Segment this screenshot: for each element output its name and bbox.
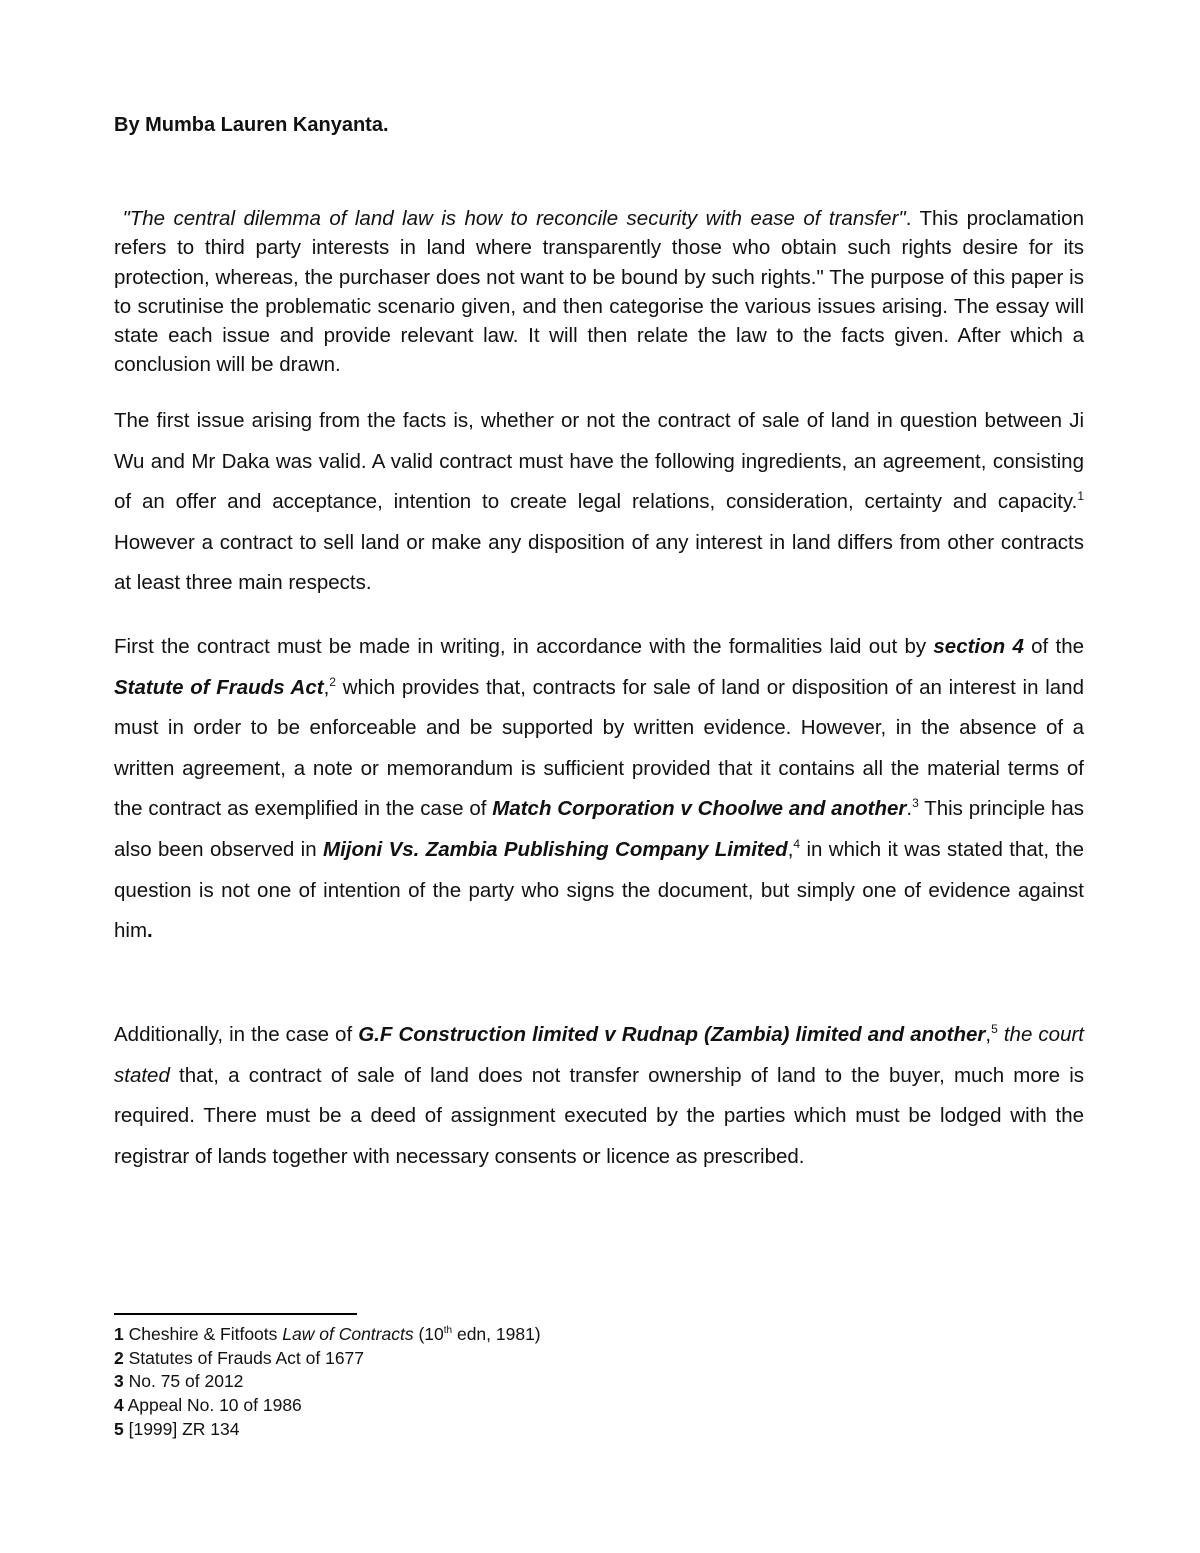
punctuation: , (323, 675, 330, 699)
footnote-ref-1[interactable]: 1 (1077, 489, 1084, 504)
statute-reference: Statute of Frauds Act (114, 675, 324, 699)
intro-paragraph (114, 204, 1084, 380)
footnote-ref-4[interactable]: 4 (793, 837, 801, 852)
footnote-1 (114, 1323, 541, 1347)
footnote-2 (114, 1347, 541, 1371)
footnote-number: 3 (114, 1371, 124, 1392)
footnote-text: Appeal No. 10 of 1986 (123, 1395, 302, 1416)
first-issue-paragraph (114, 401, 1084, 604)
additional-text: Additionally, in the case of (114, 1023, 359, 1046)
punctuation: , (787, 837, 794, 861)
additional-case-paragraph (114, 1015, 1084, 1177)
case-match-corporation: Match Corporation v Choolwe and another (492, 797, 907, 821)
writing-text: First the contract must be made in writing, in accordance with the formalities laid out by (114, 635, 934, 658)
footnote-text: Statutes of Frauds Act of 1677 (123, 1347, 365, 1368)
footnote-text: (10 (413, 1324, 444, 1344)
writing-requirement-paragraph (114, 627, 1084, 952)
intro-text: . This proclamation refers to third party interests in land where transparently those who obtain such rights desire for its protection, whereas, the purchaser does not want to be bound by such rights." The purpose of this paper is to scrutinise the problematic scenario given, and then categorise the various issues arising. The essay will state each issue and provide relevant law. It will then relate the law to the facts given. After which a conclusion will be drawn. (114, 207, 1084, 377)
connector-text: of the (1023, 635, 1084, 658)
footnote-text: [1999] ZR 134 (123, 1418, 240, 1439)
case-mijoni: Mijoni Vs. Zambia Publishing Company Limited (323, 837, 788, 861)
section-reference: section 4 (933, 635, 1024, 658)
first-issue-text-cont: However a contract to sell land or make any disposition of any interest in land differs from other contracts at least three main respects. (114, 530, 1084, 595)
footnote-separator (114, 1313, 357, 1315)
footnote-number: 5 (114, 1418, 124, 1439)
footnote-superscript: th (443, 1325, 453, 1337)
principle-text-cont: in which it was stated that, the question is not one of intention of the party who signs the document, but simply one of evidence against him (114, 837, 1084, 943)
punctuation: , (985, 1023, 992, 1046)
first-issue-text: The first issue arising from the facts is, whether or not the contract of sale of land in question between Ji Wu and Mr Daka was valid. A valid contract must have the following ingredients, an agreement, consisting of an offer and acceptance, intention to create legal relations, consideration, certainty and capacity. (114, 409, 1084, 514)
footnote-number: 4 (114, 1395, 124, 1416)
punctuation: . (147, 919, 153, 943)
court-stated: the court stated (114, 1023, 1084, 1087)
footnote-text: Cheshire & Fitfoots (123, 1324, 283, 1344)
footnote-text: No. 75 of 2012 (123, 1371, 244, 1392)
footnote-text: edn, 1981) (452, 1324, 541, 1344)
footnote-4 (114, 1394, 541, 1418)
footnote-book-title: Law of Contracts (282, 1324, 414, 1344)
footnote-number: 1 (114, 1324, 124, 1344)
principle-text: This principle has also been observed in (114, 797, 1084, 861)
footnote-ref-3[interactable]: 3 (912, 796, 919, 811)
additional-text-cont: that, a contract of sale of land does not transfer ownership of land to the buyer, much more is required. There must be a deed of assignment executed by the parties which must be lodged with the registrar of lands together with necessary consents or licence as prescribed. (114, 1063, 1084, 1168)
footnote-ref-5[interactable]: 5 (991, 1022, 998, 1037)
punctuation: . (906, 797, 913, 821)
footnote-ref-2[interactable]: 2 (329, 674, 336, 689)
footnote-number: 2 (114, 1347, 124, 1368)
footnotes (114, 1323, 541, 1442)
writing-text-cont: which provides that, contracts for sale of land or disposition of an interest in land must in order to be enforceable and be supported by written evidence. However, in the absence of a written agreement, a note or memorandum is sufficient provided that it contains all the material terms of the contract as exemplified in the case of (114, 675, 1084, 821)
opening-quote: "The central dilemma of land law is how to reconcile security with ease of transfer" (122, 207, 906, 230)
footnote-5 (114, 1418, 541, 1442)
case-gf-construction: G.F Construction limited v Rudnap (Zambia) limited and another (358, 1023, 986, 1046)
author-line: By Mumba Lauren Kanyanta. (114, 114, 389, 136)
footnote-3 (114, 1370, 541, 1394)
